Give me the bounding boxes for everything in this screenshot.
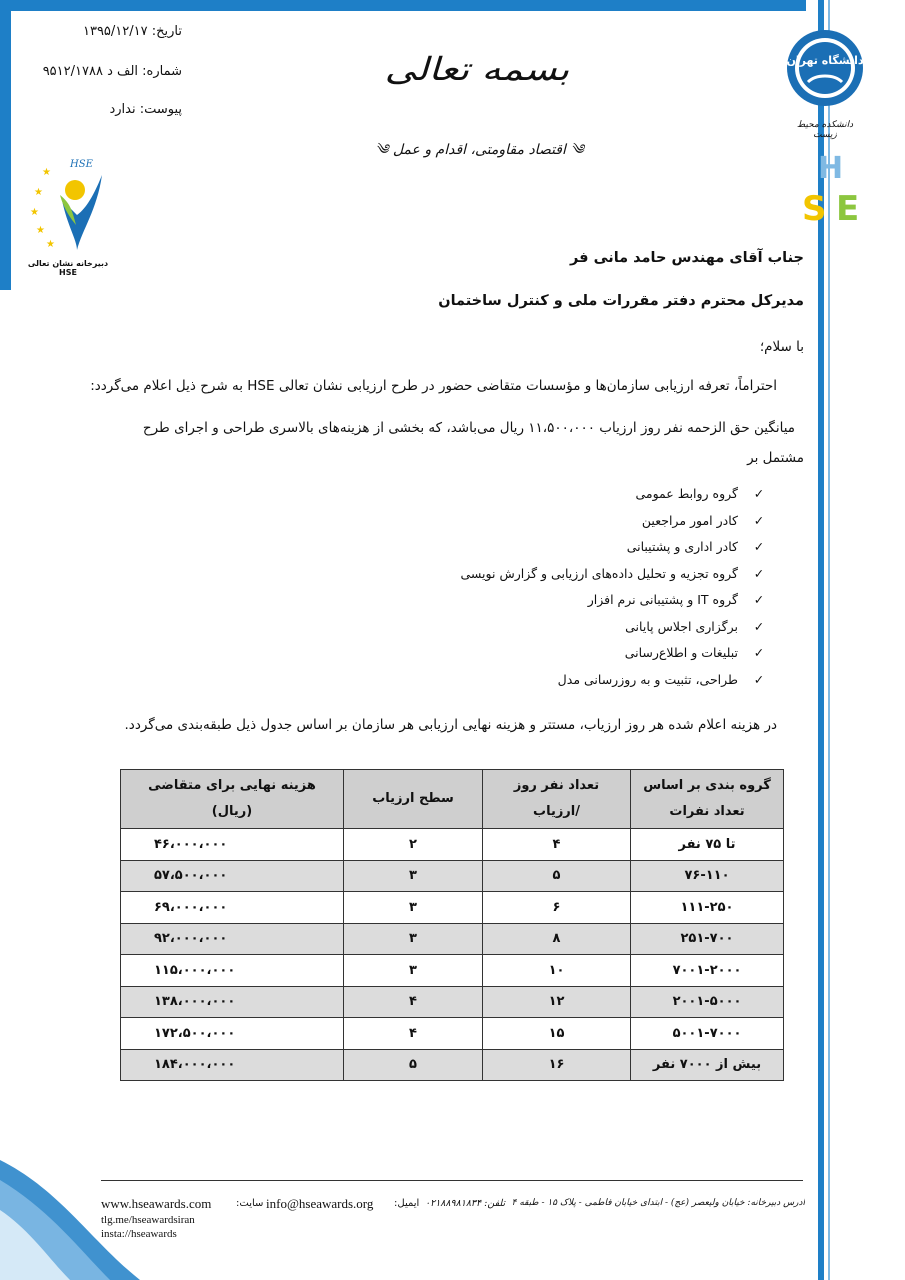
svg-text:H: H bbox=[818, 151, 844, 186]
table-row bbox=[121, 923, 784, 955]
table-cell: ۳ bbox=[344, 892, 483, 924]
website-link[interactable]: www.hseawards.com bbox=[101, 1196, 212, 1211]
check-icon: ✓ bbox=[753, 618, 765, 634]
table-cell: ۹۲،۰۰۰،۰۰۰ bbox=[121, 923, 344, 955]
svg-text:★: ★ bbox=[30, 207, 39, 218]
col-header-person-days bbox=[483, 770, 631, 829]
hse-figure-icon bbox=[22, 155, 114, 255]
list-item bbox=[370, 566, 770, 593]
check-icon: ✓ bbox=[753, 565, 765, 581]
table-cell: ۷۶-۱۱۰ bbox=[631, 860, 784, 892]
table-row bbox=[121, 829, 784, 861]
website-label: سایت: bbox=[236, 1198, 264, 1209]
overhead-items-list bbox=[370, 486, 770, 698]
list-item bbox=[370, 539, 770, 566]
table-cell: ۱۰ bbox=[483, 955, 631, 987]
slogan-text: اقتصاد مقاومتی، اقدام و عمل bbox=[392, 142, 566, 158]
table-cell: ۵۷،۵۰۰،۰۰۰ bbox=[121, 860, 344, 892]
table-cell: ۴ bbox=[483, 829, 631, 861]
footer-divider bbox=[101, 1180, 803, 1181]
list-item bbox=[370, 592, 770, 619]
list-item-text: کادر امور مراجعین bbox=[641, 512, 738, 528]
list-item bbox=[370, 513, 770, 540]
svg-text:S: S bbox=[802, 189, 827, 229]
table-header-row bbox=[121, 770, 784, 829]
header-frame-bar bbox=[0, 0, 806, 11]
list-item bbox=[370, 486, 770, 513]
paragraph-fee-line2: مشتمل بر bbox=[747, 450, 804, 466]
check-icon: ✓ bbox=[753, 512, 765, 528]
table-cell: ۲۵۱-۷۰۰ bbox=[631, 923, 784, 955]
email-link[interactable]: info@hseawards.org bbox=[266, 1196, 374, 1211]
table-cell: ۳ bbox=[344, 923, 483, 955]
table-row bbox=[121, 955, 784, 987]
table-row bbox=[121, 1018, 784, 1050]
ornament-icon: ༄ bbox=[570, 142, 584, 158]
table-cell: ۶۹،۰۰۰،۰۰۰ bbox=[121, 892, 344, 924]
table-row bbox=[121, 860, 784, 892]
list-item-text: طراحی، تثبیت و به روزرسانی مدل bbox=[557, 671, 738, 687]
col-header-final-cost bbox=[121, 770, 344, 829]
recipient-title: مدیرکل محترم دفتر مقررات ملی و کنترل ساختمان bbox=[438, 293, 804, 309]
paragraph-table-intro: در هزینه اعلام شده هر روز ارزیاب، مستتر و هزینه نهایی ارزیابی هر سازمان بر اساس جدول ذیل طبقه‌بندی می‌گردد. bbox=[124, 717, 777, 733]
hse-association-logo bbox=[800, 150, 882, 230]
header-text: تعداد نفر روز bbox=[513, 778, 600, 793]
svg-text:E: E bbox=[836, 189, 860, 229]
fee-table bbox=[120, 769, 784, 1081]
header-text: هزینه نهایی برای متقاضی bbox=[148, 778, 316, 793]
check-icon: ✓ bbox=[753, 671, 765, 687]
email-label: ایمیل: bbox=[394, 1198, 420, 1209]
left-frame-bar bbox=[0, 0, 11, 290]
table-cell: ۱۱۱-۲۵۰ bbox=[631, 892, 784, 924]
check-icon: ✓ bbox=[753, 645, 765, 660]
list-item-text: گروه IT و پشتیبانی نرم افزار bbox=[587, 592, 738, 607]
table-cell: ۱۱۵،۰۰۰،۰۰۰ bbox=[121, 955, 344, 987]
list-item-text: کادر اداری و پشتیبانی bbox=[626, 539, 738, 554]
header-text: سطح ارزیاب bbox=[372, 791, 454, 806]
check-icon: ✓ bbox=[753, 539, 765, 554]
table-cell: ۴ bbox=[344, 986, 483, 1018]
table-cell: ۶ bbox=[483, 892, 631, 924]
list-item bbox=[370, 619, 770, 646]
list-item bbox=[370, 672, 770, 699]
table-cell: ۱۶ bbox=[483, 1049, 631, 1081]
table-cell: ۱۷۲،۵۰۰،۰۰۰ bbox=[121, 1018, 344, 1050]
table-cell: ۵۰۰۱-۷۰۰۰ bbox=[631, 1018, 784, 1050]
svg-text:HSE: HSE bbox=[70, 159, 93, 170]
table-cell: ۱۸۴،۰۰۰،۰۰۰ bbox=[121, 1049, 344, 1081]
table-cell: ۸ bbox=[483, 923, 631, 955]
recipient-name: جناب آقای مهندس حامد مانی فر bbox=[570, 250, 804, 266]
table-cell: ۳ bbox=[344, 955, 483, 987]
header-text: گروه بندی بر اساس bbox=[643, 778, 771, 793]
list-item-text: تبلیغات و اطلاع‌رسانی bbox=[624, 645, 738, 660]
header-text: /ارزیاب bbox=[533, 804, 580, 819]
check-icon: ✓ bbox=[753, 486, 765, 501]
table-cell: ۴ bbox=[344, 1018, 483, 1050]
table-row bbox=[121, 1049, 784, 1081]
letter-number: شماره: الف د ۹۵۱۲/۱۷۸۸ bbox=[42, 64, 182, 79]
svg-text:★: ★ bbox=[34, 187, 43, 198]
col-header-group bbox=[631, 770, 784, 829]
letter-date: تاریخ: ۱۳۹۵/۱۲/۱۷ bbox=[82, 24, 182, 39]
table-cell: ۱۲ bbox=[483, 986, 631, 1018]
col-header-level bbox=[344, 770, 483, 829]
svg-text:★: ★ bbox=[36, 225, 45, 236]
list-item-text: برگزاری اجلاس پایانی bbox=[625, 618, 738, 634]
hse-letters-icon bbox=[800, 150, 882, 230]
address: آدرس دبیرخانه: خیابان ولیعصر (عج) - ابتدای خیابان فاطمی - پلاک ۱۵ - طبقه ۴ bbox=[511, 1198, 805, 1208]
table-cell: ۵ bbox=[344, 1049, 483, 1081]
telegram-link[interactable]: tlg.me/hseawardsiran bbox=[101, 1214, 195, 1226]
table-cell: ۳ bbox=[344, 860, 483, 892]
bismillah-calligraphy: بسمه تعالی bbox=[384, 50, 570, 88]
table-row bbox=[121, 986, 784, 1018]
instagram-link[interactable]: insta://hseawards bbox=[101, 1228, 177, 1240]
table-cell: ۲ bbox=[344, 829, 483, 861]
table-row bbox=[121, 892, 784, 924]
university-seal-icon bbox=[786, 24, 864, 116]
list-item-text: گروه روابط عمومی bbox=[635, 486, 738, 501]
table-cell: ۱۵ bbox=[483, 1018, 631, 1050]
table-cell: بیش از ۷۰۰۰ نفر bbox=[631, 1049, 784, 1081]
greeting: با سلام؛ bbox=[759, 339, 804, 355]
svg-text:دانشگاه تهران: دانشگاه تهران bbox=[786, 54, 864, 67]
letter-attachment: پیوست: ندارد bbox=[109, 102, 182, 117]
svg-text:★: ★ bbox=[42, 167, 51, 178]
table-cell: ۲۰۰۱-۵۰۰۰ bbox=[631, 986, 784, 1018]
list-item-text: گروه تجزیه و تحلیل داده‌های ارزیابی و گزارش نویسی bbox=[460, 565, 738, 581]
table-cell: تا ۷۵ نفر bbox=[631, 829, 784, 861]
paragraph-fee-line1: میانگین حق الزحمه نفر روز ارزیاب ۱۱،۵۰۰،۰۰۰ ریال می‌باشد، که بخشی از هزینه‌های بالاسری طراحی و اجرای طرح bbox=[142, 420, 795, 436]
header-text: (ریال) bbox=[211, 804, 253, 819]
university-faculty: دانشکده محیط زیست bbox=[796, 120, 854, 140]
ornament-icon: ༄ bbox=[375, 142, 389, 158]
hse-secretariat-logo bbox=[22, 155, 114, 277]
header-text: تعداد نفرات bbox=[669, 804, 745, 819]
svg-text:★: ★ bbox=[46, 239, 55, 250]
table-cell: ۵ bbox=[483, 860, 631, 892]
table-cell: ۷۰۰۱-۲۰۰۰ bbox=[631, 955, 784, 987]
university-logo bbox=[786, 24, 864, 139]
paragraph-intro: احتراماً، تعرفه ارزیابی سازمان‌ها و مؤسسات متقاضی حضور در طرح ارزیابی نشان تعالی HSE به شرح ذیل اعلام می‌گردد: bbox=[90, 378, 777, 394]
slogan bbox=[375, 133, 584, 173]
table-cell: ۴۶،۰۰۰،۰۰۰ bbox=[121, 829, 344, 861]
phone: تلفن: ۰۲۱۸۸۹۸۱۸۳۴ bbox=[425, 1198, 506, 1209]
check-icon: ✓ bbox=[753, 592, 765, 607]
hse-secretariat-label: دبیرخانه نشان تعالی HSE bbox=[27, 259, 109, 277]
list-item bbox=[370, 645, 770, 672]
table-cell: ۱۳۸،۰۰۰،۰۰۰ bbox=[121, 986, 344, 1018]
